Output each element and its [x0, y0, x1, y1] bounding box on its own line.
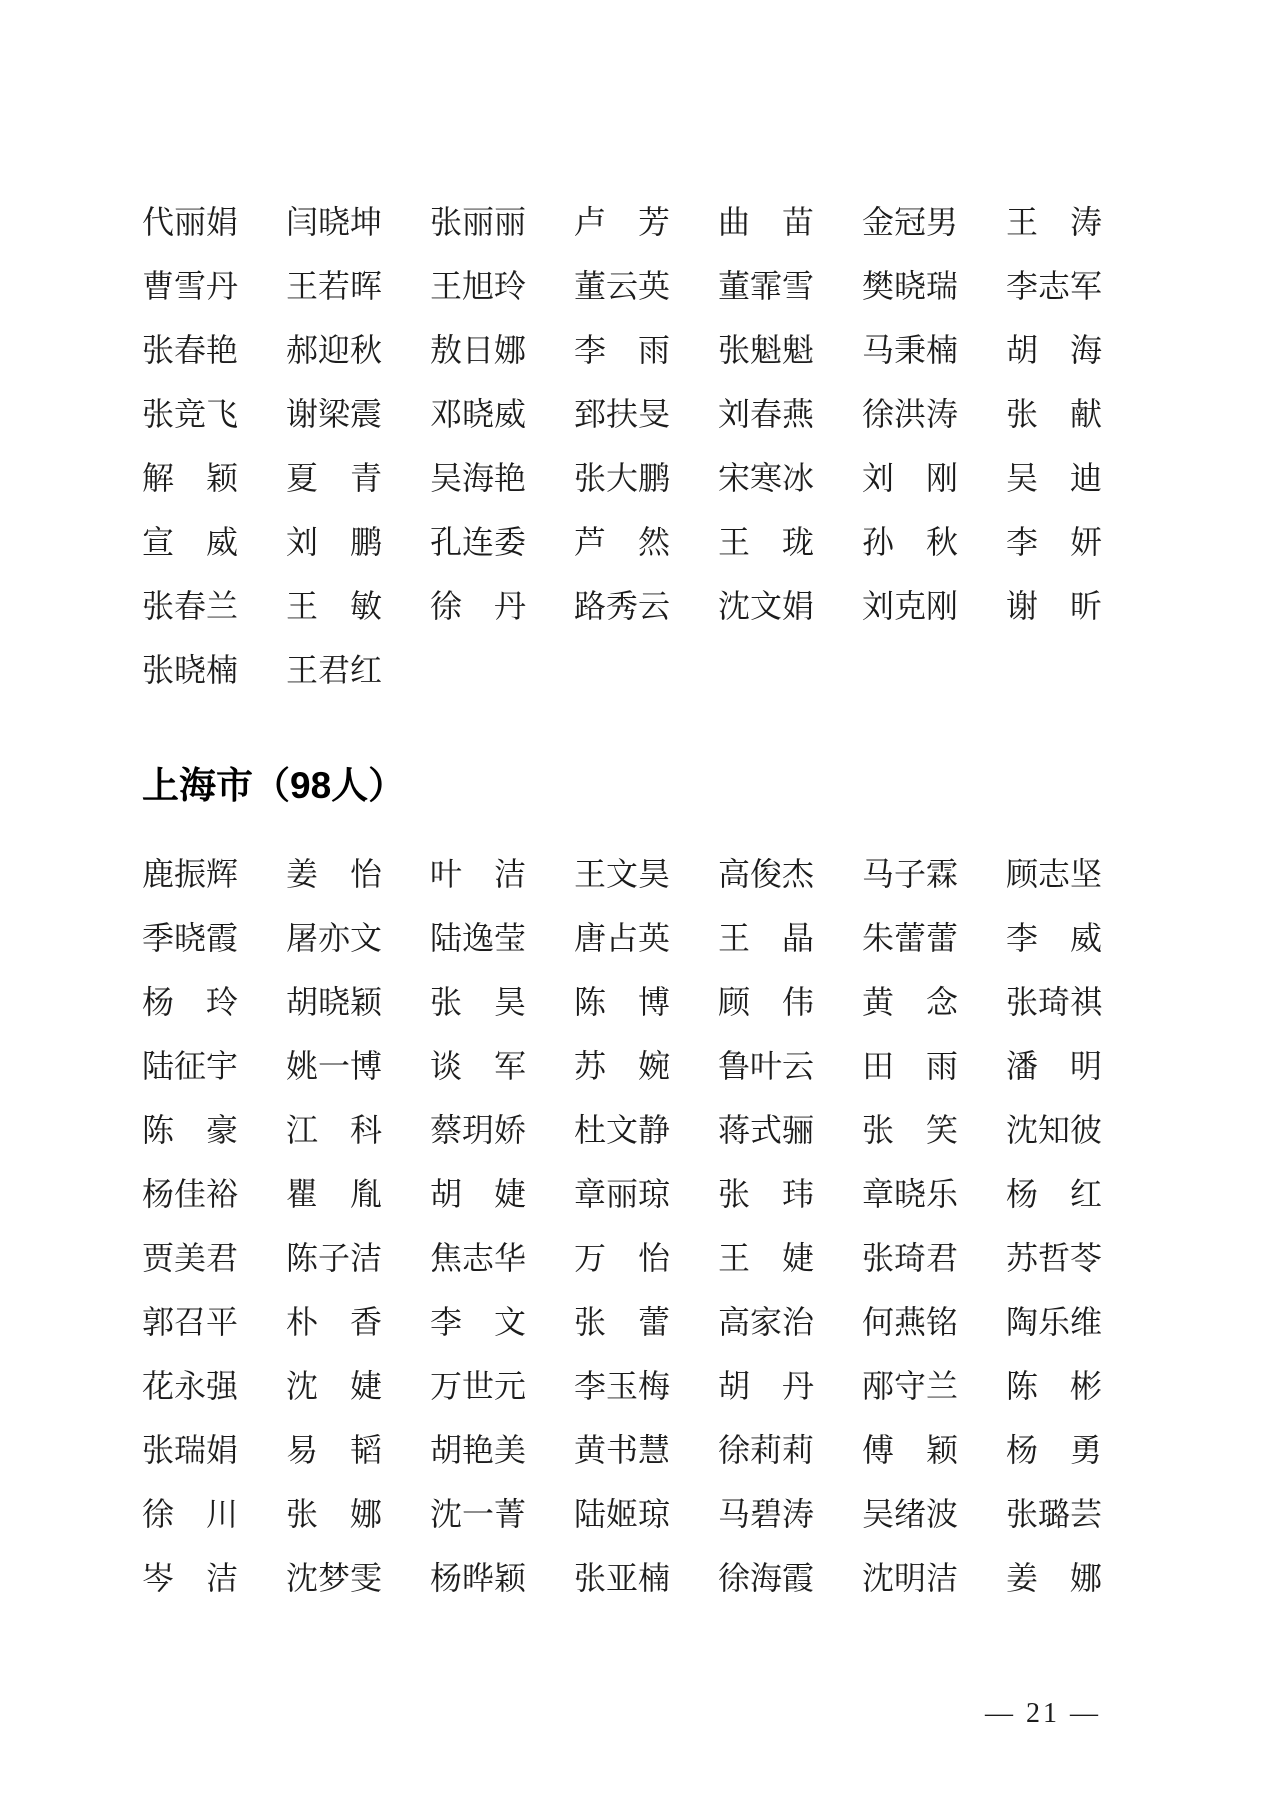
name-list-section-shanghai	[142, 762, 1202, 1610]
person-name: 易 韬	[286, 1432, 383, 1468]
person-name: 吴 迪	[1006, 460, 1103, 496]
person-name: 张琦祺	[1006, 984, 1103, 1020]
person-name: 张 娜	[286, 1496, 383, 1532]
person-name: 徐海霞	[718, 1560, 815, 1596]
person-name: 鹿振辉	[142, 856, 239, 892]
person-name: 刘 刚	[862, 460, 959, 496]
person-name: 张春艳	[142, 332, 239, 368]
person-name: 胡 丹	[718, 1368, 815, 1404]
name-row	[142, 510, 1202, 574]
person-name: 章丽琼	[574, 1176, 671, 1212]
person-name: 敖日娜	[430, 332, 527, 368]
person-name: 杨 红	[1006, 1176, 1103, 1212]
person-name: 谈 军	[430, 1048, 527, 1084]
person-name: 岑 洁	[142, 1560, 239, 1596]
person-name: 顾 伟	[718, 984, 815, 1020]
name-list-section-continued	[142, 190, 1202, 702]
person-name: 徐莉莉	[718, 1432, 815, 1468]
person-name: 刘春燕	[718, 396, 815, 432]
person-name: 张春兰	[142, 588, 239, 624]
person-name: 焦志华	[430, 1240, 527, 1276]
person-name: 刘 鹏	[286, 524, 383, 560]
person-name: 马碧涛	[718, 1496, 815, 1532]
person-name: 樊晓瑞	[862, 268, 959, 304]
name-row	[142, 1162, 1202, 1226]
person-name: 张竞飞	[142, 396, 239, 432]
name-row	[142, 446, 1202, 510]
person-name: 郝迎秋	[286, 332, 383, 368]
person-name: 傅 颖	[862, 1432, 959, 1468]
person-name: 陈 博	[574, 984, 671, 1020]
person-name: 王 晶	[718, 920, 815, 956]
person-name: 姜 怡	[286, 856, 383, 892]
person-name: 张丽丽	[430, 204, 527, 240]
person-name: 杨 玲	[142, 984, 239, 1020]
person-name: 黄 念	[862, 984, 959, 1020]
section-header: 上海市（98人）	[142, 765, 406, 806]
person-name: 张璐芸	[1006, 1496, 1103, 1532]
person-name: 张 玮	[718, 1176, 815, 1212]
person-name: 徐洪涛	[862, 396, 959, 432]
name-rows	[142, 190, 1202, 702]
person-name: 李志军	[1006, 268, 1103, 304]
person-name: 沈明洁	[862, 1560, 959, 1596]
person-name: 郭召平	[142, 1304, 239, 1340]
person-name: 沈梦雯	[286, 1560, 383, 1596]
person-name: 刘克刚	[862, 588, 959, 624]
person-name: 胡晓颖	[286, 984, 383, 1020]
person-name: 沈知彼	[1006, 1112, 1103, 1148]
person-name: 解 颖	[142, 460, 239, 496]
person-name: 郅扶旻	[574, 396, 671, 432]
person-name: 姜 娜	[1006, 1560, 1103, 1596]
person-name: 沈文娟	[718, 588, 815, 624]
name-row	[142, 842, 1202, 906]
name-row	[142, 970, 1202, 1034]
name-row	[142, 318, 1202, 382]
person-name: 田 雨	[862, 1048, 959, 1084]
person-name: 王君红	[286, 652, 383, 688]
person-name: 王 敏	[286, 588, 383, 624]
person-name: 章晓乐	[862, 1176, 959, 1212]
person-name: 江 科	[286, 1112, 383, 1148]
person-name: 张 昊	[430, 984, 527, 1020]
person-name: 闫晓坤	[286, 204, 383, 240]
person-name: 李 妍	[1006, 524, 1103, 560]
person-name: 路秀云	[574, 588, 671, 624]
person-name: 芦 然	[574, 524, 671, 560]
person-name: 邓晓威	[430, 396, 527, 432]
person-name: 顾志坚	[1006, 856, 1103, 892]
person-name: 邴守兰	[862, 1368, 959, 1404]
person-name: 张亚楠	[574, 1560, 671, 1596]
person-name: 李玉梅	[574, 1368, 671, 1404]
person-name: 陆征宇	[142, 1048, 239, 1084]
person-name: 张晓楠	[142, 652, 239, 688]
name-rows	[142, 842, 1202, 1610]
person-name: 陈子洁	[286, 1240, 383, 1276]
person-name: 杜文静	[574, 1112, 671, 1148]
person-name: 王 涛	[1006, 204, 1103, 240]
person-name: 董霏雪	[718, 268, 815, 304]
person-name: 叶 洁	[430, 856, 527, 892]
person-name: 瞿 胤	[286, 1176, 383, 1212]
person-name: 陆姬琼	[574, 1496, 671, 1532]
person-name: 李 威	[1006, 920, 1103, 956]
person-name: 马秉楠	[862, 332, 959, 368]
person-name: 蔡玥娇	[430, 1112, 527, 1148]
name-row	[142, 1034, 1202, 1098]
person-name: 李 雨	[574, 332, 671, 368]
person-name: 陆逸莹	[430, 920, 527, 956]
person-name: 张大鹏	[574, 460, 671, 496]
person-name: 陈 豪	[142, 1112, 239, 1148]
name-row	[142, 1418, 1202, 1482]
person-name: 杨晔颖	[430, 1560, 527, 1596]
name-row	[142, 190, 1202, 254]
person-name: 万世元	[430, 1368, 527, 1404]
page-number: — 21 —	[985, 1698, 1101, 1729]
person-name: 高俊杰	[718, 856, 815, 892]
person-name: 夏 青	[286, 460, 383, 496]
person-name: 苏哲苓	[1006, 1240, 1103, 1276]
name-row	[142, 574, 1202, 638]
person-name: 张 献	[1006, 396, 1103, 432]
person-name: 张瑞娟	[142, 1432, 239, 1468]
person-name: 贾美君	[142, 1240, 239, 1276]
person-name: 朴 香	[286, 1304, 383, 1340]
person-name: 卢 芳	[574, 204, 671, 240]
person-name: 谢梁震	[286, 396, 383, 432]
person-name: 王 婕	[718, 1240, 815, 1276]
name-row	[142, 254, 1202, 318]
person-name: 胡 海	[1006, 332, 1103, 368]
name-row	[142, 382, 1202, 446]
person-name: 唐占英	[574, 920, 671, 956]
person-name: 屠亦文	[286, 920, 383, 956]
person-name: 沈一菁	[430, 1496, 527, 1532]
person-name: 杨佳裕	[142, 1176, 239, 1212]
person-name: 陈 彬	[1006, 1368, 1103, 1404]
person-name: 曹雪丹	[142, 268, 239, 304]
person-name: 宋寒冰	[718, 460, 815, 496]
person-name: 王文昊	[574, 856, 671, 892]
person-name: 李 文	[430, 1304, 527, 1340]
person-name: 董云英	[574, 268, 671, 304]
person-name: 张魁魁	[718, 332, 815, 368]
person-name: 潘 明	[1006, 1048, 1103, 1084]
person-name: 孔连委	[430, 524, 527, 560]
person-name: 马子霖	[862, 856, 959, 892]
person-name: 曲 苗	[718, 204, 815, 240]
name-row	[142, 1226, 1202, 1290]
person-name: 万 怡	[574, 1240, 671, 1276]
name-row	[142, 906, 1202, 970]
person-name: 王若晖	[286, 268, 383, 304]
name-row	[142, 1482, 1202, 1546]
person-name: 胡艳美	[430, 1432, 527, 1468]
name-row	[142, 1290, 1202, 1354]
person-name: 胡 婕	[430, 1176, 527, 1212]
person-name: 吴海艳	[430, 460, 527, 496]
person-name: 苏 婉	[574, 1048, 671, 1084]
person-name: 王 珑	[718, 524, 815, 560]
person-name: 王旭玲	[430, 268, 527, 304]
person-name: 宣 威	[142, 524, 239, 560]
person-name: 高家治	[718, 1304, 815, 1340]
name-row	[142, 638, 1202, 702]
person-name: 何燕铭	[862, 1304, 959, 1340]
person-name: 徐 川	[142, 1496, 239, 1532]
person-name: 张 蕾	[574, 1304, 671, 1340]
person-name: 沈 婕	[286, 1368, 383, 1404]
person-name: 孙 秋	[862, 524, 959, 560]
person-name: 陶乐维	[1006, 1304, 1103, 1340]
person-name: 杨 勇	[1006, 1432, 1103, 1468]
person-name: 花永强	[142, 1368, 239, 1404]
person-name: 姚一博	[286, 1048, 383, 1084]
person-name: 徐 丹	[430, 588, 527, 624]
person-name: 吴绪波	[862, 1496, 959, 1532]
person-name: 张琦君	[862, 1240, 959, 1276]
person-name: 张 笑	[862, 1112, 959, 1148]
person-name: 朱蕾蕾	[862, 920, 959, 956]
name-row	[142, 1354, 1202, 1418]
person-name: 金冠男	[862, 204, 959, 240]
person-name: 代丽娟	[142, 204, 239, 240]
person-name: 鲁叶云	[718, 1048, 815, 1084]
name-row	[142, 1546, 1202, 1610]
person-name: 季晓霞	[142, 920, 239, 956]
person-name: 蒋式骊	[718, 1112, 815, 1148]
name-row	[142, 1098, 1202, 1162]
person-name: 谢 昕	[1006, 588, 1103, 624]
name-list-content	[142, 190, 1202, 1610]
person-name: 黄书慧	[574, 1432, 671, 1468]
